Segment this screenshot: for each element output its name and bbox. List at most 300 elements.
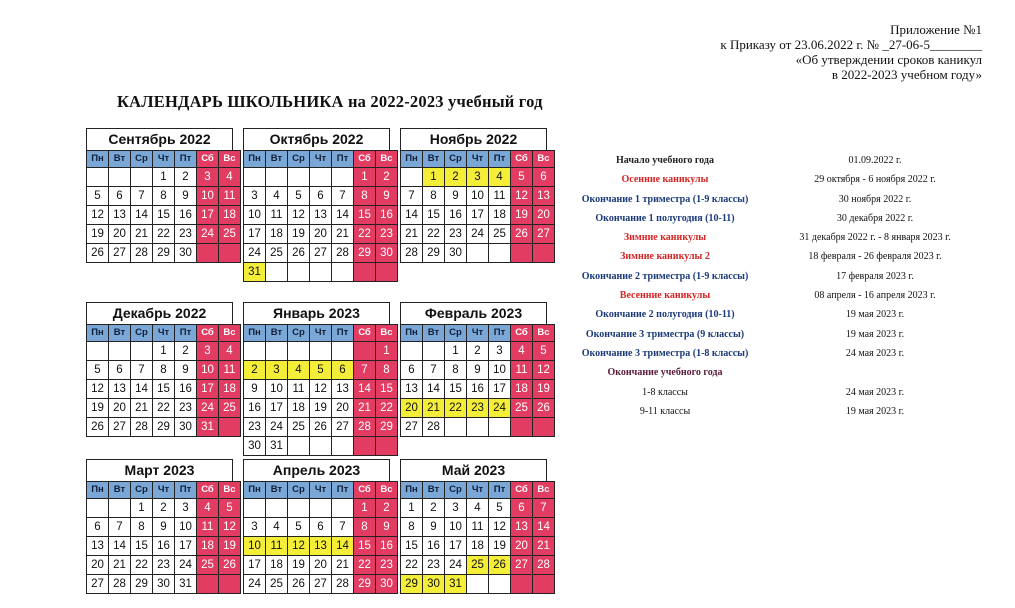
empty-cell <box>244 342 266 361</box>
weekday-header: Пт <box>332 151 354 168</box>
weekday-header: Ср <box>445 482 467 499</box>
empty-cell <box>467 575 489 594</box>
day-cell: 4 <box>266 518 288 537</box>
day-cell: 27 <box>511 556 533 575</box>
day-cell: 4 <box>489 168 511 187</box>
note-label: Весенние каникулы <box>619 290 711 302</box>
day-cell: 15 <box>401 537 423 556</box>
month-title: Февраль 2023 <box>400 302 547 324</box>
day-cell: 17 <box>244 225 266 244</box>
day-cell: 4 <box>511 342 533 361</box>
week-row <box>244 206 398 225</box>
day-cell: 16 <box>376 206 398 225</box>
day-cell: 8 <box>423 187 445 206</box>
weekday-header: Ср <box>131 482 153 499</box>
header-line-appendix: Приложение №1 <box>890 22 982 37</box>
day-cell: 15 <box>131 537 153 556</box>
day-cell: 25 <box>197 556 219 575</box>
week-row <box>244 537 398 556</box>
day-cell: 1 <box>445 342 467 361</box>
day-cell: 11 <box>266 206 288 225</box>
empty-cell <box>288 168 310 187</box>
empty-cell <box>109 499 131 518</box>
day-cell: 22 <box>131 556 153 575</box>
week-row <box>401 499 555 518</box>
empty-cell <box>288 263 310 282</box>
note-label: Зимние каникулы <box>623 232 707 244</box>
day-cell: 20 <box>310 225 332 244</box>
month-calendar <box>400 128 550 263</box>
week-row <box>401 187 555 206</box>
day-cell: 24 <box>467 225 489 244</box>
day-cell: 21 <box>354 399 376 418</box>
empty-cell <box>310 499 332 518</box>
day-cell: 9 <box>244 380 266 399</box>
day-cell: 2 <box>175 168 197 187</box>
empty-cell <box>87 342 109 361</box>
day-cell: 18 <box>467 537 489 556</box>
empty-cell <box>310 342 332 361</box>
month-calendar <box>243 459 393 594</box>
day-cell: 14 <box>109 537 131 556</box>
day-cell: 15 <box>376 380 398 399</box>
weekday-header: Чт <box>153 482 175 499</box>
day-cell: 28 <box>131 244 153 263</box>
month-table <box>400 324 555 437</box>
day-cell: 4 <box>266 187 288 206</box>
day-cell: 12 <box>87 206 109 225</box>
day-cell: 13 <box>332 380 354 399</box>
weekday-header: Сб <box>197 482 219 499</box>
week-row <box>87 399 241 418</box>
empty-cell <box>376 437 398 456</box>
day-cell: 18 <box>219 206 241 225</box>
week-row <box>87 361 241 380</box>
day-cell: 30 <box>244 437 266 456</box>
weekday-header: Пт <box>175 151 197 168</box>
day-cell: 10 <box>467 187 489 206</box>
day-cell: 19 <box>288 556 310 575</box>
day-cell: 22 <box>153 399 175 418</box>
empty-cell <box>310 437 332 456</box>
note-value: 24 мая 2023 г. <box>845 386 905 398</box>
empty-cell <box>266 499 288 518</box>
day-cell: 28 <box>109 575 131 594</box>
day-cell: 23 <box>153 556 175 575</box>
day-cell: 19 <box>310 399 332 418</box>
day-cell: 20 <box>533 206 555 225</box>
week-row <box>244 437 398 456</box>
note-label: Окончание 3 триместра (1-8 классы) <box>581 347 749 359</box>
empty-cell <box>511 244 533 263</box>
weekday-header: Вт <box>423 482 445 499</box>
day-cell: 26 <box>219 556 241 575</box>
weekday-header: Ср <box>288 482 310 499</box>
day-cell: 13 <box>310 537 332 556</box>
week-row <box>87 575 241 594</box>
day-cell: 22 <box>153 225 175 244</box>
day-cell: 12 <box>511 187 533 206</box>
weekday-header: Пт <box>332 482 354 499</box>
day-cell: 16 <box>376 537 398 556</box>
note-value: 29 октября - 6 ноября 2022 г. <box>814 174 936 186</box>
day-cell: 25 <box>511 399 533 418</box>
note-label: Окончание 1 триместра (1-9 классы) <box>581 193 749 205</box>
day-cell: 11 <box>266 537 288 556</box>
week-row <box>244 263 398 282</box>
empty-cell <box>489 575 511 594</box>
note-label: Окончание 2 полугодия (10-11) <box>595 309 735 321</box>
week-row <box>244 518 398 537</box>
week-row <box>87 537 241 556</box>
day-cell: 22 <box>401 556 423 575</box>
empty-cell <box>354 263 376 282</box>
month-calendar <box>86 302 236 437</box>
day-cell: 11 <box>288 380 310 399</box>
day-cell: 16 <box>467 380 489 399</box>
weekday-header: Сб <box>354 325 376 342</box>
day-cell: 31 <box>445 575 467 594</box>
empty-cell <box>511 575 533 594</box>
weekday-header: Чт <box>153 325 175 342</box>
day-cell: 29 <box>401 575 423 594</box>
day-cell: 12 <box>310 380 332 399</box>
note-label: Осенние каникулы <box>621 174 709 186</box>
day-cell: 8 <box>153 187 175 206</box>
day-cell: 8 <box>153 361 175 380</box>
day-cell: 9 <box>376 518 398 537</box>
day-cell: 19 <box>489 537 511 556</box>
day-cell: 24 <box>445 556 467 575</box>
day-cell: 30 <box>376 244 398 263</box>
empty-cell <box>109 168 131 187</box>
day-cell: 1 <box>153 342 175 361</box>
note-label: Окончание учебного года <box>607 367 723 379</box>
day-cell: 1 <box>401 499 423 518</box>
day-cell: 26 <box>288 575 310 594</box>
day-cell: 20 <box>87 556 109 575</box>
day-cell: 6 <box>109 187 131 206</box>
empty-cell <box>332 437 354 456</box>
empty-cell <box>219 244 241 263</box>
day-cell: 21 <box>332 225 354 244</box>
empty-cell <box>131 168 153 187</box>
day-cell: 13 <box>109 206 131 225</box>
week-row <box>401 537 555 556</box>
week-row <box>87 499 241 518</box>
note-value: 08 апреля - 16 апреля 2023 г. <box>814 290 936 302</box>
month-calendar <box>86 128 236 263</box>
note-label: 1-8 классы <box>642 386 688 398</box>
empty-cell <box>401 342 423 361</box>
day-cell: 18 <box>489 206 511 225</box>
empty-cell <box>445 418 467 437</box>
day-cell: 30 <box>376 575 398 594</box>
day-cell: 3 <box>467 168 489 187</box>
week-row <box>401 342 555 361</box>
weekday-header: Ср <box>445 151 467 168</box>
day-cell: 2 <box>175 342 197 361</box>
day-cell: 28 <box>332 244 354 263</box>
note-value: 24 мая 2023 г. <box>845 347 905 359</box>
day-cell: 1 <box>354 499 376 518</box>
day-cell: 22 <box>445 399 467 418</box>
empty-cell <box>219 575 241 594</box>
day-cell: 14 <box>131 206 153 225</box>
day-cell: 5 <box>288 518 310 537</box>
day-cell: 7 <box>131 361 153 380</box>
day-cell: 3 <box>197 342 219 361</box>
day-cell: 5 <box>489 499 511 518</box>
day-cell: 5 <box>511 168 533 187</box>
day-cell: 31 <box>175 575 197 594</box>
empty-cell <box>511 418 533 437</box>
weekday-header: Вт <box>109 482 131 499</box>
week-row <box>244 399 398 418</box>
weekday-header: Пн <box>87 151 109 168</box>
day-cell: 5 <box>310 361 332 380</box>
day-cell: 3 <box>489 342 511 361</box>
day-cell: 12 <box>87 380 109 399</box>
month-table <box>86 324 241 437</box>
empty-cell <box>533 575 555 594</box>
order-header <box>720 22 982 82</box>
day-cell: 19 <box>87 399 109 418</box>
day-cell: 28 <box>332 575 354 594</box>
day-cell: 24 <box>244 244 266 263</box>
weekday-header: Пт <box>489 151 511 168</box>
day-cell: 29 <box>354 244 376 263</box>
day-cell: 27 <box>109 418 131 437</box>
day-cell: 26 <box>310 418 332 437</box>
week-row <box>87 518 241 537</box>
weekday-header: Ср <box>445 325 467 342</box>
month-table <box>86 481 241 594</box>
weekday-header: Вс <box>219 151 241 168</box>
day-cell: 7 <box>109 518 131 537</box>
month-calendar <box>243 128 393 282</box>
month-table <box>243 150 398 282</box>
day-cell: 14 <box>423 380 445 399</box>
month-title: Март 2023 <box>86 459 233 481</box>
note-value: 18 февраля - 26 февраля 2023 г. <box>808 251 942 263</box>
day-cell: 3 <box>244 187 266 206</box>
day-cell: 27 <box>87 575 109 594</box>
empty-cell <box>87 168 109 187</box>
weekday-header: Вт <box>109 151 131 168</box>
empty-cell <box>310 168 332 187</box>
month-title: Май 2023 <box>400 459 547 481</box>
weekday-header: Вс <box>376 325 398 342</box>
day-cell: 3 <box>244 518 266 537</box>
day-cell: 17 <box>244 556 266 575</box>
day-cell: 20 <box>109 399 131 418</box>
day-cell: 20 <box>310 556 332 575</box>
day-cell: 3 <box>266 361 288 380</box>
day-cell: 29 <box>153 244 175 263</box>
day-cell: 11 <box>489 187 511 206</box>
week-row <box>401 206 555 225</box>
day-cell: 2 <box>467 342 489 361</box>
day-cell: 13 <box>401 380 423 399</box>
month-calendar <box>243 302 393 456</box>
weekday-header: Вт <box>266 325 288 342</box>
day-cell: 14 <box>533 518 555 537</box>
empty-cell <box>467 418 489 437</box>
day-cell: 2 <box>376 168 398 187</box>
day-cell: 24 <box>489 399 511 418</box>
day-cell: 12 <box>288 206 310 225</box>
day-cell: 5 <box>219 499 241 518</box>
day-cell: 17 <box>197 380 219 399</box>
weekday-header: Вс <box>376 151 398 168</box>
day-cell: 16 <box>423 537 445 556</box>
day-cell: 31 <box>244 263 266 282</box>
day-cell: 20 <box>401 399 423 418</box>
day-cell: 31 <box>266 437 288 456</box>
weekday-header: Ср <box>288 151 310 168</box>
day-cell: 12 <box>219 518 241 537</box>
day-cell: 8 <box>131 518 153 537</box>
weekday-header: Чт <box>310 325 332 342</box>
day-cell: 18 <box>219 380 241 399</box>
day-cell: 10 <box>197 361 219 380</box>
day-cell: 9 <box>153 518 175 537</box>
day-cell: 4 <box>288 361 310 380</box>
header-line-subject-cont: в 2022-2023 учебном году» <box>831 67 982 82</box>
note-label: 9-11 классы <box>639 405 691 417</box>
month-table <box>400 150 555 263</box>
day-cell: 16 <box>175 380 197 399</box>
empty-cell <box>467 244 489 263</box>
week-row <box>87 168 241 187</box>
day-cell: 7 <box>332 187 354 206</box>
day-cell: 17 <box>266 399 288 418</box>
day-cell: 15 <box>354 206 376 225</box>
day-cell: 10 <box>175 518 197 537</box>
day-cell: 18 <box>266 225 288 244</box>
empty-cell <box>332 168 354 187</box>
day-cell: 13 <box>511 518 533 537</box>
day-cell: 16 <box>175 206 197 225</box>
day-cell: 25 <box>266 244 288 263</box>
day-cell: 21 <box>131 399 153 418</box>
week-row <box>401 225 555 244</box>
week-row <box>87 244 241 263</box>
day-cell: 28 <box>131 418 153 437</box>
day-cell: 28 <box>423 418 445 437</box>
week-row <box>244 418 398 437</box>
day-cell: 11 <box>219 187 241 206</box>
day-cell: 26 <box>87 244 109 263</box>
day-cell: 14 <box>401 206 423 225</box>
weekday-header: Сб <box>511 151 533 168</box>
day-cell: 13 <box>87 537 109 556</box>
weekday-header: Чт <box>310 482 332 499</box>
month-calendar <box>86 459 236 594</box>
week-row <box>244 225 398 244</box>
day-cell: 6 <box>310 518 332 537</box>
empty-cell <box>489 244 511 263</box>
day-cell: 19 <box>511 206 533 225</box>
day-cell: 3 <box>175 499 197 518</box>
note-label: Окончание 1 полугодия (10-11) <box>595 212 735 224</box>
day-cell: 8 <box>445 361 467 380</box>
day-cell: 9 <box>423 518 445 537</box>
note-value: 19 мая 2023 г. <box>845 309 905 321</box>
week-row <box>401 399 555 418</box>
day-cell: 23 <box>445 225 467 244</box>
day-cell: 23 <box>376 556 398 575</box>
day-cell: 13 <box>109 380 131 399</box>
day-cell: 8 <box>354 518 376 537</box>
weekday-header: Пн <box>87 482 109 499</box>
week-row <box>401 380 555 399</box>
day-cell: 10 <box>266 380 288 399</box>
day-cell: 29 <box>131 575 153 594</box>
day-cell: 24 <box>266 418 288 437</box>
day-cell: 15 <box>153 206 175 225</box>
weekday-header: Вс <box>533 325 555 342</box>
day-cell: 2 <box>153 499 175 518</box>
day-cell: 28 <box>533 556 555 575</box>
day-cell: 1 <box>153 168 175 187</box>
day-cell: 3 <box>445 499 467 518</box>
empty-cell <box>332 263 354 282</box>
weekday-header: Чт <box>153 151 175 168</box>
day-cell: 21 <box>533 537 555 556</box>
day-cell: 20 <box>511 537 533 556</box>
day-cell: 28 <box>401 244 423 263</box>
day-cell: 8 <box>376 361 398 380</box>
day-cell: 12 <box>533 361 555 380</box>
day-cell: 16 <box>244 399 266 418</box>
day-cell: 26 <box>533 399 555 418</box>
day-cell: 5 <box>288 187 310 206</box>
weekday-header: Пт <box>489 482 511 499</box>
empty-cell <box>109 342 131 361</box>
week-row <box>244 556 398 575</box>
day-cell: 1 <box>131 499 153 518</box>
header-line-subject: «Об утверждении сроков каникул <box>795 52 982 67</box>
month-title: Апрель 2023 <box>243 459 390 481</box>
day-cell: 22 <box>423 225 445 244</box>
day-cell: 22 <box>376 399 398 418</box>
day-cell: 20 <box>332 399 354 418</box>
weekday-header: Вт <box>109 325 131 342</box>
weekday-header: Сб <box>197 325 219 342</box>
day-cell: 26 <box>87 418 109 437</box>
week-row <box>401 556 555 575</box>
day-cell: 4 <box>467 499 489 518</box>
day-cell: 13 <box>533 187 555 206</box>
day-cell: 22 <box>354 556 376 575</box>
day-cell: 30 <box>175 418 197 437</box>
week-row <box>244 342 398 361</box>
note-label: Начало учебного года <box>616 155 714 166</box>
day-cell: 7 <box>423 361 445 380</box>
week-row <box>401 575 555 594</box>
weekday-header: Сб <box>197 151 219 168</box>
day-cell: 17 <box>445 537 467 556</box>
day-cell: 15 <box>354 537 376 556</box>
week-row <box>87 225 241 244</box>
day-cell: 8 <box>354 187 376 206</box>
weekday-header: Вт <box>266 151 288 168</box>
empty-cell <box>244 499 266 518</box>
day-cell: 10 <box>489 361 511 380</box>
empty-cell <box>354 437 376 456</box>
